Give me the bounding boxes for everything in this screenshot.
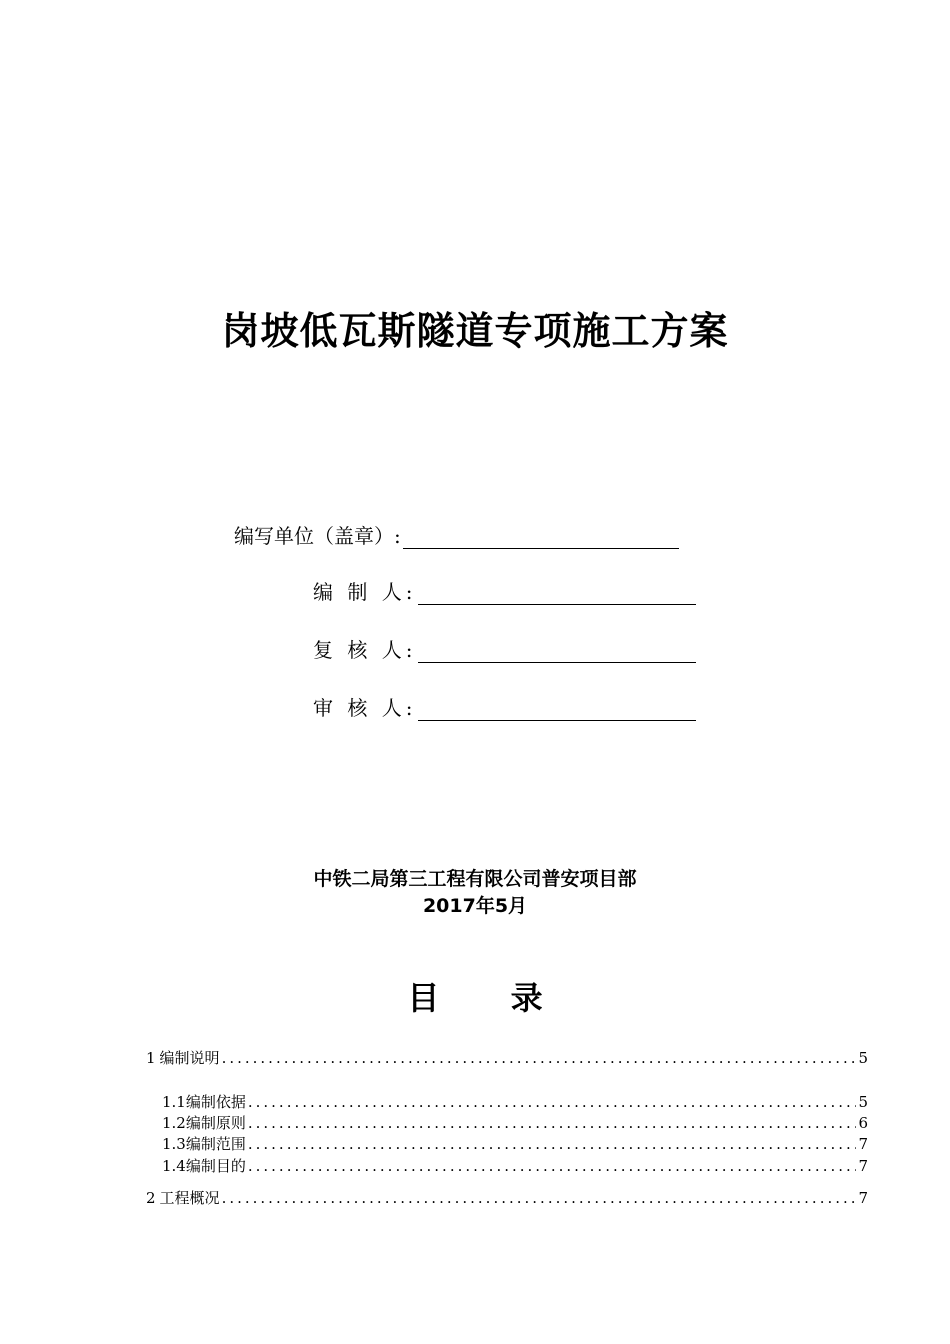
toc-leader-dots <box>248 1092 857 1113</box>
toc-entry-page: 7 <box>858 1189 868 1207</box>
signature-row-compiler <box>313 576 696 605</box>
signature-label-checker: 复 核 人: <box>313 638 417 662</box>
toc-entry-page: 7 <box>858 1135 868 1153</box>
signature-line-unit[interactable] <box>403 524 679 549</box>
toc-entry-page: 6 <box>858 1114 868 1132</box>
toc-entry-number: 2 <box>146 1189 156 1207</box>
toc-entry-page: 5 <box>858 1049 868 1067</box>
toc-entry-text: 1.2编制原则 <box>162 1114 246 1132</box>
toc-entry[interactable] <box>162 1092 868 1113</box>
signature-row-checker <box>313 634 696 663</box>
toc-entry-number: 1 <box>146 1049 156 1067</box>
signature-label-reviewer: 审 核 人: <box>313 696 417 720</box>
signature-label-compiler: 编 制 人: <box>313 580 417 604</box>
toc-entry[interactable] <box>162 1156 868 1177</box>
toc-entry-text: 1.4编制目的 <box>162 1157 246 1175</box>
organization-block <box>0 866 950 920</box>
signature-line-compiler[interactable] <box>418 580 696 605</box>
signature-row-reviewer <box>313 692 696 721</box>
document-date: 2017年5月 <box>422 895 528 917</box>
toc-entry-text: 1.3编制范围 <box>162 1135 246 1153</box>
toc-entry[interactable] <box>146 1048 868 1069</box>
toc-entry-page: 5 <box>858 1093 868 1111</box>
toc-entry-text: 编制说明 <box>159 1049 220 1067</box>
signature-label-unit: 编写单位（盖章）: <box>234 524 401 548</box>
toc-leader-dots <box>222 1188 857 1209</box>
toc-entry-text: 工程概况 <box>159 1189 220 1207</box>
toc-entry-page: 7 <box>858 1157 868 1175</box>
document-title: 岗坡低瓦斯隧道专项施工方案 <box>221 309 729 353</box>
toc-leader-dots <box>222 1048 857 1069</box>
toc-title: 目 录 <box>407 979 573 1017</box>
toc-entry-text: 1.1编制依据 <box>162 1093 246 1111</box>
toc-entry[interactable] <box>162 1113 868 1134</box>
toc-entry[interactable] <box>162 1134 868 1155</box>
toc-entry[interactable] <box>146 1188 868 1209</box>
signature-line-checker[interactable] <box>418 638 696 663</box>
toc-leader-dots <box>248 1156 857 1177</box>
toc-leader-dots <box>248 1113 857 1134</box>
organization-name: 中铁二局第三工程有限公司普安项目部 <box>313 868 637 890</box>
signature-line-reviewer[interactable] <box>418 696 696 721</box>
toc-leader-dots <box>248 1134 857 1155</box>
signature-row-unit <box>234 520 679 549</box>
